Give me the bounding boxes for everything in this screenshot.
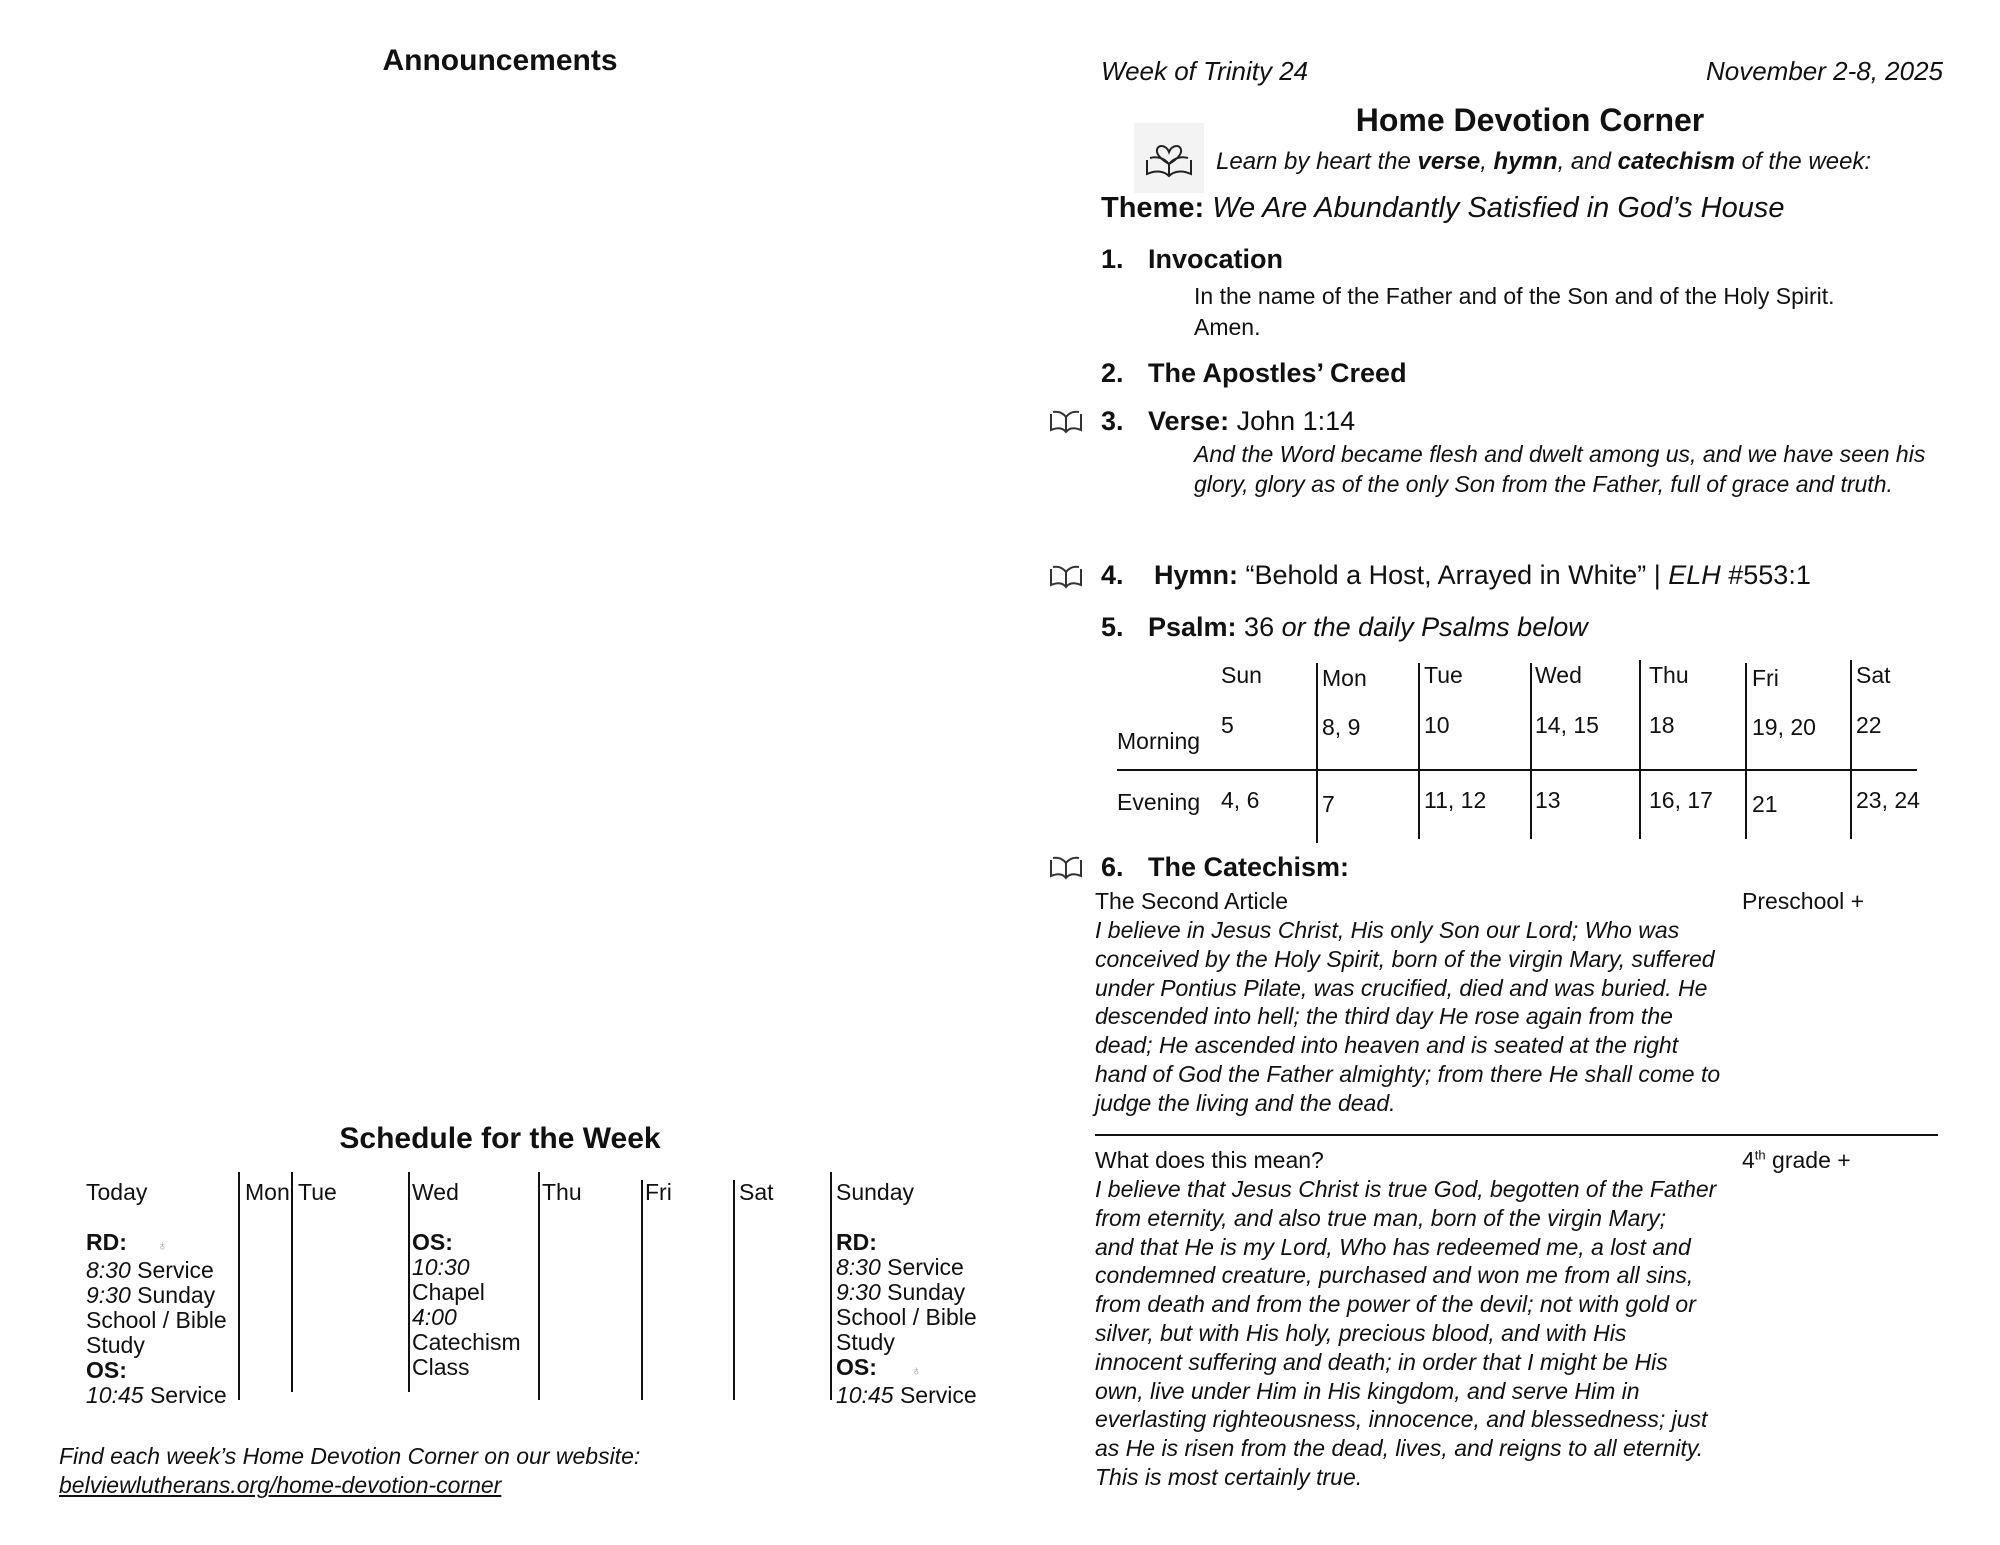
verse-label: Verse: (1148, 406, 1230, 436)
invocation-line: Amen. (1194, 314, 1261, 340)
event: Service (143, 1382, 227, 1408)
catechism-line: from death and from the power of the devil; not with gold or (1095, 1291, 1696, 1318)
learn-and: , and (1557, 148, 1618, 175)
hymn-heading (1154, 560, 1811, 591)
event: Chapel (412, 1279, 485, 1305)
schedule-day-thu: Thu (542, 1179, 582, 1205)
psalm-day-wed: Wed (1535, 662, 1582, 688)
time: 10:45 (86, 1382, 144, 1408)
psalm-number: 36 (1236, 612, 1282, 642)
catechism-line: from eternity, and also true man, born of the virgin Mary; (1095, 1204, 1666, 1231)
time: 9:30 (836, 1279, 881, 1305)
psalm-heading (1148, 612, 1588, 643)
psalm-evening-mon: 7 (1322, 791, 1335, 817)
psalm-col-divider (1530, 663, 1532, 839)
catechism-part2-level (1742, 1147, 1851, 1174)
verse-text (1194, 439, 1925, 499)
learn-catechism: catechism (1617, 148, 1736, 175)
open-book-icon (1044, 846, 1088, 890)
psalm-row-divider (1117, 769, 1917, 771)
schedule-today (86, 1230, 227, 1408)
item-number: 2. (1101, 358, 1124, 388)
event: Service (893, 1382, 977, 1408)
hymn-number: #553:1 (1720, 560, 1811, 590)
footer-text: Find each week’s Home Devotion Corner on our website: (59, 1443, 641, 1469)
schedule-divider (830, 1172, 832, 1400)
catechism-part1-level: Preschool + (1742, 888, 1865, 914)
time: 8:30 (86, 1257, 131, 1283)
schedule-divider (408, 1172, 410, 1392)
psalm-morning-sat: 22 (1856, 712, 1882, 738)
learn-post: of the week: (1735, 148, 1872, 175)
catechism-line: This is most certainly true. (1095, 1463, 1363, 1490)
item-number: 3. (1101, 406, 1124, 436)
catechism-line: and that He is my Lord, Who has redeemed me, a lost and (1095, 1233, 1691, 1260)
catechism-part1-title: The Second Article (1095, 888, 1289, 914)
bible-heart-icon (1134, 123, 1204, 193)
schedule-sunday (836, 1230, 977, 1408)
creed-title: The Apostles’ Creed (1148, 358, 1407, 388)
catechism-part2-title: What does this mean? (1095, 1147, 1324, 1173)
psalm-morning-sun: 5 (1221, 712, 1234, 738)
theme-label: Theme: (1101, 192, 1205, 224)
psalm-evening-sun: 4, 6 (1221, 787, 1260, 813)
time: 9:30 (86, 1282, 131, 1308)
event: Study (836, 1329, 895, 1355)
time: 10:30 (412, 1254, 470, 1280)
event: Class (412, 1354, 470, 1380)
date-range: November 2-8, 2025 (1705, 56, 1943, 86)
schedule-divider (641, 1180, 643, 1400)
psalm-morning-mon: 8, 9 (1322, 714, 1361, 740)
learn-verse: verse (1417, 148, 1481, 175)
schedule-divider (733, 1180, 735, 1400)
psalm-evening-label: Evening (1117, 789, 1201, 815)
psalm-evening-thu: 16, 17 (1649, 787, 1713, 813)
os-label: OS: (86, 1357, 127, 1383)
catechism-line: own, live under Him in His kingdom, and serve Him in (1095, 1377, 1640, 1404)
invocation-title: Invocation (1148, 244, 1284, 274)
event: Sunday (130, 1282, 216, 1308)
candle-icon: ♁ (911, 1362, 922, 1378)
catechism-part2-text (1095, 1175, 1716, 1492)
invocation-text (1194, 281, 1835, 343)
page-title: Home Devotion Corner (1355, 102, 1705, 138)
open-book-icon (1044, 400, 1088, 444)
catechism-line: as He is risen from the dead, lives, and reigns to all eternity. (1095, 1435, 1704, 1462)
website-link[interactable]: belviewlutherans.org/home-devotion-corner (59, 1472, 502, 1498)
catechism-line: condemned creature, purchased and won me from all sins, (1095, 1262, 1694, 1289)
verse-line: And the Word became flesh and dwelt among us, and we have seen his (1194, 441, 1926, 467)
catechism-line: hand of God the Father almighty; from there He shall come to (1095, 1060, 1721, 1087)
level-suffix: th (1754, 1147, 1766, 1163)
theme-text: We Are Abundantly Satisfied in God’s House (1212, 192, 1785, 224)
catechism-divider (1095, 1134, 1938, 1136)
psalm-day-thu: Thu (1649, 662, 1689, 688)
rd-label: RD: (86, 1229, 127, 1255)
psalm-col-divider (1418, 663, 1420, 839)
hymn-title: “Behold a Host, Arrayed in White” | (1238, 560, 1669, 590)
catechism-part1-text (1095, 916, 1720, 1118)
event: Study (86, 1332, 145, 1358)
catechism-line: descended into hell; the third day He rose again from the (1095, 1003, 1673, 1030)
psalm-morning-label: Morning (1117, 728, 1201, 754)
catechism-line: I believe in Jesus Christ, His only Son our Lord; Who was (1095, 917, 1680, 943)
verse-line: glory, glory as of the only Son from the Father, full of grace and truth. (1194, 471, 1893, 497)
os-label: OS: (836, 1354, 877, 1380)
rd-label: RD: (836, 1229, 877, 1255)
invocation-line: In the name of the Father and of the Son and of the Holy Spirit. (1194, 283, 1835, 309)
event: School / Bible (836, 1304, 977, 1330)
psalm-morning-thu: 18 (1649, 712, 1675, 738)
hymn-label: Hymn: (1154, 560, 1239, 590)
psalm-evening-sat: 23, 24 (1856, 787, 1920, 813)
schedule-wed (412, 1230, 521, 1380)
catechism-line: judge the living and the dead. (1095, 1089, 1396, 1116)
item-number: 6. (1101, 852, 1124, 882)
psalm-morning-tue: 10 (1424, 712, 1450, 738)
schedule-title: Schedule for the Week (339, 1122, 661, 1155)
psalm-evening-wed: 13 (1535, 787, 1561, 813)
schedule-day-sat: Sat (739, 1179, 774, 1205)
verse-heading (1148, 406, 1355, 437)
catechism-line: I believe that Jesus Christ is true God, begotten of the Father (1095, 1176, 1717, 1202)
announcements-title: Announcements (382, 44, 618, 77)
psalm-evening-tue: 11, 12 (1424, 787, 1487, 813)
event: School / Bible (86, 1307, 227, 1333)
catechism-line: conceived by the Holy Spirit, born of the virgin Mary, suffered (1095, 945, 1715, 972)
learn-pre: Learn by heart the (1216, 148, 1418, 175)
week-label: Week of Trinity 24 (1101, 56, 1309, 86)
catechism-line: innocent suffering and death; in order that I might be His (1095, 1348, 1668, 1375)
schedule-day-wed: Wed (412, 1179, 459, 1205)
item-number: 4. (1101, 560, 1124, 590)
psalm-day-sun: Sun (1221, 662, 1262, 688)
psalm-evening-fri: 21 (1752, 791, 1778, 817)
psalm-morning-fri: 19, 20 (1752, 714, 1816, 740)
psalm-morning-wed: 14, 15 (1535, 712, 1599, 738)
schedule-day-tue: Tue (298, 1179, 337, 1205)
psalm-col-divider (1745, 663, 1747, 839)
psalm-alt: or the daily Psalms below (1281, 612, 1588, 642)
schedule-divider (291, 1172, 293, 1392)
level-text: grade + (1765, 1147, 1851, 1173)
time: 10:45 (836, 1382, 894, 1408)
candle-icon: ♁ (157, 1237, 168, 1253)
os-label: OS: (412, 1229, 453, 1255)
item-number: 1. (1101, 244, 1124, 274)
psalm-day-tue: Tue (1424, 662, 1463, 688)
catechism-title: The Catechism: (1148, 852, 1350, 882)
catechism-line: silver, but with His holy, precious blood, and with His (1095, 1319, 1627, 1346)
event: Service (880, 1254, 964, 1280)
schedule-day-fri: Fri (645, 1179, 672, 1205)
schedule-divider (238, 1172, 240, 1400)
psalm-col-divider (1316, 663, 1318, 843)
schedule-day-mon: Mon (245, 1179, 290, 1205)
time: 4:00 (412, 1304, 457, 1330)
psalm-col-divider (1850, 660, 1852, 839)
psalm-day-sat: Sat (1856, 662, 1891, 688)
schedule-divider (538, 1172, 540, 1400)
learn-comma: , (1480, 148, 1494, 175)
psalm-col-divider (1639, 660, 1641, 839)
learn-hymn: hymn (1493, 148, 1558, 175)
learn-instruction (1216, 148, 1871, 176)
event: Catechism (412, 1329, 521, 1355)
schedule-day-today: Today (86, 1179, 148, 1205)
psalm-label: Psalm: (1148, 612, 1237, 642)
catechism-line: dead; He ascended into heaven and is seated at the right (1095, 1032, 1679, 1059)
event: Service (130, 1257, 214, 1283)
open-book-icon (1044, 555, 1088, 599)
theme (1101, 192, 1784, 225)
catechism-line: everlasting righteousness, innocence, and blessedness; just (1095, 1406, 1708, 1433)
psalm-day-fri: Fri (1752, 665, 1779, 691)
catechism-line: under Pontius Pilate, was crucified, died and was buried. He (1095, 974, 1708, 1001)
event: Sunday (880, 1279, 966, 1305)
verse-ref: John 1:14 (1229, 406, 1356, 436)
psalm-day-mon: Mon (1322, 665, 1367, 691)
hymn-book: ELH (1668, 560, 1721, 590)
item-number: 5. (1101, 612, 1124, 642)
level-number: 4 (1742, 1147, 1755, 1173)
schedule-day-sunday: Sunday (836, 1179, 915, 1205)
time: 8:30 (836, 1254, 881, 1280)
